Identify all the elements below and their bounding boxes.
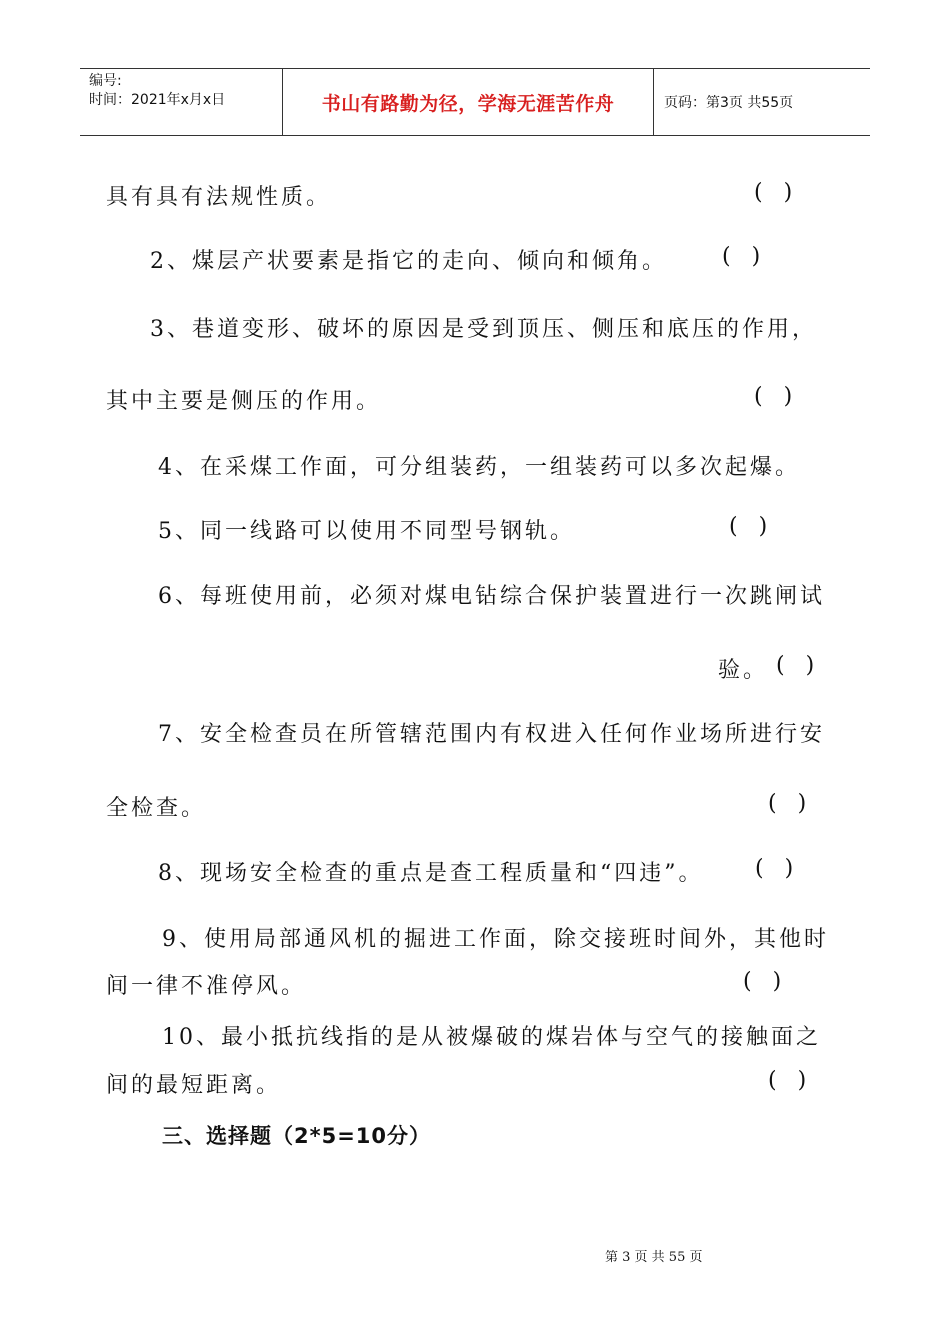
question-3-line-2: 其中主要是侧压的作用。 <box>106 389 382 414</box>
question-2: 2、煤层产状要素是指它的走向、倾向和倾角。 <box>150 249 667 274</box>
answer-blank-2: ( ) <box>722 244 761 269</box>
header-page-info: 页码：第3页 共55页 <box>664 95 794 111</box>
header-meta <box>80 69 282 135</box>
answer-blank-6: ( ) <box>776 653 815 678</box>
question-9-line-1: 9、使用局部通风机的掘进工作面，除交接班时间外，其他时 <box>162 927 829 952</box>
answer-blank-1: ( ) <box>754 180 793 205</box>
code-label: 编号: <box>89 73 122 89</box>
page-header <box>80 68 870 136</box>
answer-blank-5: ( ) <box>729 514 768 539</box>
question-7-line-2: 全检查。 <box>106 796 207 821</box>
page-footer: 第 3 页 共 55 页 <box>605 1250 703 1265</box>
question-8: 8、现场安全检查的重点是查工程质量和“四违”。 <box>158 861 704 886</box>
question-4: 4、在采煤工作面，可分组装药，一组装药可以多次起爆。 <box>158 455 800 480</box>
question-9-line-2: 间一律不准停风。 <box>106 974 307 999</box>
question-10-line-2: 间的最短距离。 <box>106 1073 282 1098</box>
date-label: 时间：2021年x月x日 <box>89 92 226 108</box>
question-6-line-2: 验。 <box>718 658 769 683</box>
question-7-line-1: 7、安全检查员在所管辖范围内有权进入任何作业场所进行安 <box>158 722 825 747</box>
question-5: 5、同一线路可以使用不同型号钢轨。 <box>158 519 575 544</box>
header-motto: 书山有路勤为径，学海无涯苦作舟 <box>282 69 654 135</box>
answer-blank-9: ( ) <box>743 969 782 994</box>
answer-blank-10: ( ) <box>768 1068 807 1093</box>
question-1-continuation: 具有具有法规性质。 <box>106 185 332 210</box>
answer-blank-8: ( ) <box>755 856 794 881</box>
section-3-heading: 三、选择题（2*5=10分） <box>162 1124 432 1148</box>
question-6-line-1: 6、每班使用前，必须对煤电钻综合保护装置进行一次跳闸试 <box>158 584 825 609</box>
question-10-line-1: 10、最小抵抗线指的是从被爆破的煤岩体与空气的接触面之 <box>162 1025 821 1050</box>
answer-blank-3: ( ) <box>754 384 793 409</box>
answer-blank-7: ( ) <box>768 791 807 816</box>
question-3-line-1: 3、巷道变形、破坏的原因是受到顶压、侧压和底压的作用， <box>150 317 817 342</box>
